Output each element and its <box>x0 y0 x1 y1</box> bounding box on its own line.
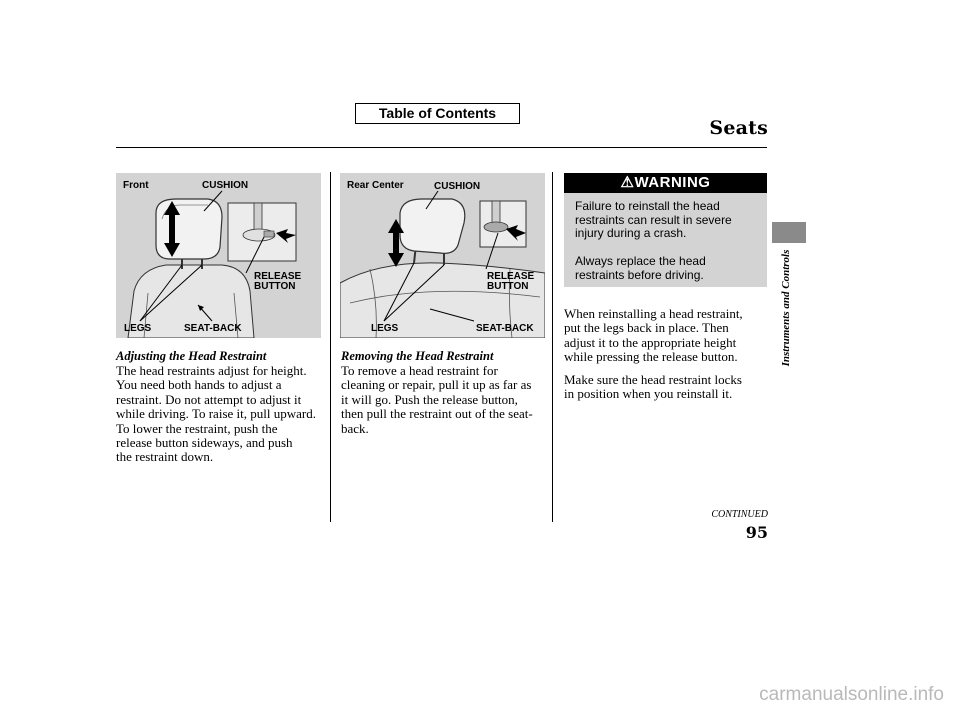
side-tab-marker <box>772 222 806 243</box>
side-tab-label: Instruments and Controls <box>780 249 792 367</box>
continued-label: CONTINUED <box>711 509 768 520</box>
front-cushion-label: CUSHION <box>202 180 249 191</box>
reinstall-text-1: When reinstalling a head restraint, put the legs back in place. Then adjust it to the appropriate height while pressing the release button. <box>564 306 743 365</box>
rear-legs-label: LEGS <box>371 323 399 334</box>
front-head-restraint-figure <box>116 173 321 338</box>
rear-seat-back-label: SEAT-BACK <box>476 323 534 334</box>
rear-cushion-label: CUSHION <box>434 181 481 192</box>
rear-figure-title: Rear Center <box>347 180 404 191</box>
warning-triangle-icon: ⚠ <box>620 174 635 191</box>
removing-heading: Removing the Head Restraint <box>341 349 494 363</box>
column-divider-right <box>552 172 553 522</box>
rear-release-button-label: RELEASE BUTTON <box>487 271 535 292</box>
page-number: 95 <box>745 523 768 542</box>
section-title: Seats <box>709 117 768 139</box>
warning-text-2: Always replace the head restraints before driving. <box>575 254 706 282</box>
front-legs-label: LEGS <box>124 323 152 334</box>
header-rule <box>116 147 767 148</box>
column-divider-left <box>330 172 331 522</box>
warning-text-1: Failure to reinstall the head restraints can result in severe injury during a crash. <box>575 199 732 240</box>
front-seat-back-label: SEAT-BACK <box>184 323 242 334</box>
warning-title: WARNING <box>634 174 711 191</box>
adjusting-heading: Adjusting the Head Restraint <box>116 349 267 363</box>
rear-center-head-restraint-figure <box>340 173 545 338</box>
removing-body: To remove a head restraint for cleaning or repair, pull it up as far as it will go. Push the release button, then pull the restraint out of the seat- back. <box>341 363 533 436</box>
watermark: carmanualsonline.info <box>759 684 944 705</box>
warning-box <box>564 173 767 287</box>
reinstall-text-2: Make sure the head restraint locks in position when you reinstall it. <box>564 372 742 402</box>
adjusting-body: The head restraints adjust for height. You need both hands to adjust a restraint. Do not attempt to adjust it while driving. To raise it, pull upward. To lower the restraint, push the release button sideways, and push the restraint down. <box>116 363 316 465</box>
front-release-button-label: RELEASE BUTTON <box>254 271 302 292</box>
table-of-contents-button[interactable]: Table of Contents <box>355 103 520 124</box>
front-figure-title: Front <box>123 180 149 191</box>
warning-header <box>564 173 767 193</box>
